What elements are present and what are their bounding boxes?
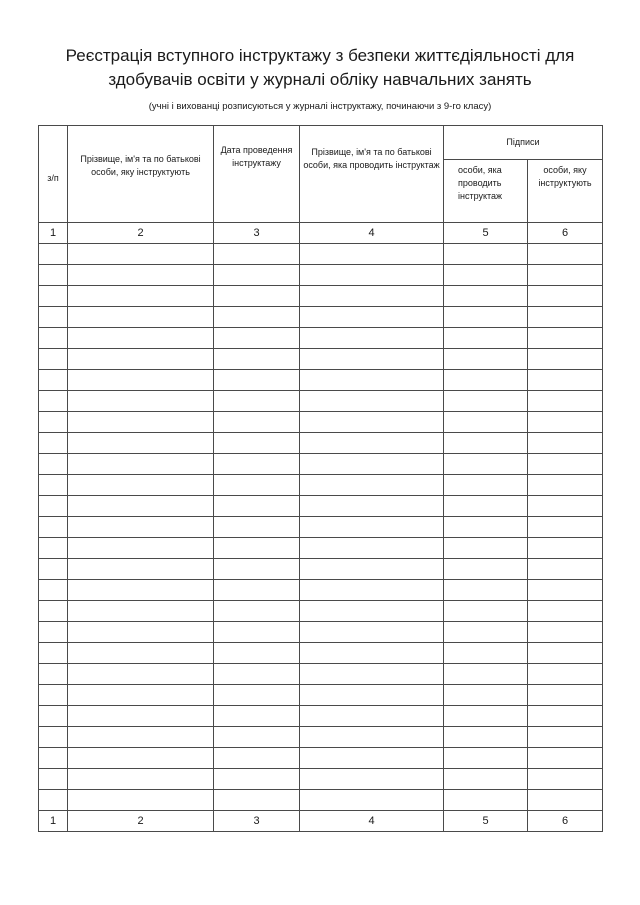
column-number: 2 xyxy=(68,223,214,244)
table-cell xyxy=(39,307,68,328)
table-cell xyxy=(68,307,214,328)
header-instructor-name: Прізвище, ім'я та по батькові особи, яка проводить інструктаж xyxy=(300,126,444,223)
table-cell xyxy=(214,643,300,664)
table-cell xyxy=(528,454,603,475)
table-row xyxy=(39,307,603,328)
table-cell xyxy=(528,748,603,769)
table-cell xyxy=(528,475,603,496)
table-cell xyxy=(528,559,603,580)
table-cell xyxy=(300,517,444,538)
table-cell xyxy=(214,685,300,706)
table-cell xyxy=(214,580,300,601)
table-cell xyxy=(39,454,68,475)
table-cell xyxy=(444,412,528,433)
table-cell xyxy=(68,517,214,538)
table-row xyxy=(39,580,603,601)
instruction-register-table xyxy=(38,125,603,832)
table-cell xyxy=(300,790,444,811)
table-cell xyxy=(300,433,444,454)
table-cell xyxy=(68,475,214,496)
table-row xyxy=(39,244,603,265)
table-cell xyxy=(39,475,68,496)
table-cell xyxy=(39,349,68,370)
table-cell xyxy=(528,349,603,370)
table-cell xyxy=(300,244,444,265)
table-cell xyxy=(300,454,444,475)
table-cell xyxy=(214,517,300,538)
table-cell xyxy=(68,538,214,559)
table-cell xyxy=(528,727,603,748)
table-cell xyxy=(300,391,444,412)
table-cell xyxy=(39,790,68,811)
table-cell xyxy=(214,622,300,643)
table-row xyxy=(39,664,603,685)
column-number: 2 xyxy=(68,811,214,832)
table-cell xyxy=(214,664,300,685)
title-line-2: здобувачів освіти у журналі обліку навчальних занять xyxy=(108,70,532,89)
table-cell xyxy=(300,748,444,769)
table-cell xyxy=(528,685,603,706)
table-cell xyxy=(444,664,528,685)
table-cell xyxy=(214,496,300,517)
table-cell xyxy=(528,328,603,349)
table-cell xyxy=(214,706,300,727)
table-cell xyxy=(528,664,603,685)
table-row xyxy=(39,622,603,643)
table-cell xyxy=(528,622,603,643)
table-row xyxy=(39,517,603,538)
table-cell xyxy=(300,601,444,622)
header-instructed-signature: особи, яку інструктують xyxy=(528,160,603,223)
table-cell xyxy=(68,622,214,643)
table-row xyxy=(39,370,603,391)
table-cell xyxy=(68,706,214,727)
table-cell xyxy=(528,496,603,517)
table-cell xyxy=(300,643,444,664)
column-number: 1 xyxy=(39,811,68,832)
table-row xyxy=(39,748,603,769)
table-cell xyxy=(214,391,300,412)
table-cell xyxy=(68,748,214,769)
table-cell xyxy=(528,601,603,622)
table-cell xyxy=(444,580,528,601)
table-cell xyxy=(444,727,528,748)
table-cell xyxy=(444,475,528,496)
table-cell xyxy=(39,601,68,622)
table-cell xyxy=(214,538,300,559)
table-cell xyxy=(444,244,528,265)
table-cell xyxy=(68,643,214,664)
table-cell xyxy=(39,559,68,580)
table-cell xyxy=(528,370,603,391)
table-cell xyxy=(444,769,528,790)
table-row xyxy=(39,496,603,517)
table-cell xyxy=(300,307,444,328)
table-row xyxy=(39,412,603,433)
document-subtitle: (учні і вихованці розписуються у журналі інструктажу, починаючи з 9-го класу) xyxy=(148,101,492,112)
table-row xyxy=(39,433,603,454)
header-instructor-signature: особи, яка проводить інструктаж xyxy=(444,160,528,223)
table-cell xyxy=(528,790,603,811)
table-cell xyxy=(214,265,300,286)
table-cell xyxy=(300,412,444,433)
table-cell xyxy=(214,307,300,328)
table-cell xyxy=(214,790,300,811)
table-cell xyxy=(68,454,214,475)
document-title xyxy=(40,44,600,92)
table-cell xyxy=(528,391,603,412)
table-cell xyxy=(528,769,603,790)
header-row-number: з/п xyxy=(39,126,68,223)
table-cell xyxy=(39,328,68,349)
table-cell xyxy=(214,727,300,748)
table-cell xyxy=(68,349,214,370)
table-cell xyxy=(68,328,214,349)
table-cell xyxy=(39,727,68,748)
table-cell xyxy=(528,538,603,559)
table-cell xyxy=(444,685,528,706)
table-cell xyxy=(214,286,300,307)
column-number: 5 xyxy=(444,811,528,832)
table-cell xyxy=(39,433,68,454)
table-cell xyxy=(300,349,444,370)
table-row xyxy=(39,328,603,349)
table-cell xyxy=(214,244,300,265)
table-cell xyxy=(39,538,68,559)
table-cell xyxy=(214,412,300,433)
table-row xyxy=(39,538,603,559)
table-cell xyxy=(528,580,603,601)
table-cell xyxy=(214,328,300,349)
table-cell xyxy=(528,307,603,328)
table-cell xyxy=(68,370,214,391)
table-cell xyxy=(300,496,444,517)
table-cell xyxy=(444,559,528,580)
table-cell xyxy=(444,706,528,727)
table-cell xyxy=(444,349,528,370)
table-cell xyxy=(68,580,214,601)
table-row xyxy=(39,559,603,580)
column-number: 6 xyxy=(528,811,603,832)
table-row xyxy=(39,706,603,727)
table-cell xyxy=(39,664,68,685)
table-cell xyxy=(68,286,214,307)
table-cell xyxy=(214,559,300,580)
table-cell xyxy=(300,622,444,643)
table-cell xyxy=(444,370,528,391)
table-row xyxy=(39,790,603,811)
column-number: 4 xyxy=(300,811,444,832)
table-cell xyxy=(214,601,300,622)
column-number-row xyxy=(39,223,603,244)
table-row xyxy=(39,685,603,706)
table-cell xyxy=(39,286,68,307)
table-cell xyxy=(444,748,528,769)
table-cell xyxy=(68,559,214,580)
table-cell xyxy=(300,685,444,706)
table-row xyxy=(39,643,603,664)
table-cell xyxy=(300,706,444,727)
table-cell xyxy=(300,559,444,580)
table-row xyxy=(39,454,603,475)
table-cell xyxy=(300,664,444,685)
table-cell xyxy=(528,433,603,454)
header-signatures: Підписи xyxy=(444,126,603,160)
table-cell xyxy=(214,370,300,391)
table-cell xyxy=(444,790,528,811)
table-cell xyxy=(444,643,528,664)
table-cell xyxy=(528,244,603,265)
table-cell xyxy=(300,538,444,559)
table-cell xyxy=(444,265,528,286)
column-number: 5 xyxy=(444,223,528,244)
table-cell xyxy=(39,496,68,517)
table-cell xyxy=(300,769,444,790)
table-cell xyxy=(300,475,444,496)
column-number: 6 xyxy=(528,223,603,244)
table-cell xyxy=(214,349,300,370)
table-cell xyxy=(39,706,68,727)
table-cell xyxy=(300,265,444,286)
table-cell xyxy=(68,412,214,433)
table-row xyxy=(39,601,603,622)
table-cell xyxy=(39,244,68,265)
table-cell xyxy=(444,433,528,454)
table-cell xyxy=(300,727,444,748)
column-number: 3 xyxy=(214,811,300,832)
column-number-row-footer xyxy=(39,811,603,832)
table-cell xyxy=(214,475,300,496)
table-cell xyxy=(444,517,528,538)
table-cell xyxy=(39,265,68,286)
table-cell xyxy=(68,769,214,790)
table-cell xyxy=(214,769,300,790)
title-line-1: Реєстрація вступного інструктажу з безпеки життєдіяльності для xyxy=(65,46,575,65)
table-cell xyxy=(39,685,68,706)
table-cell xyxy=(300,286,444,307)
table-cell xyxy=(214,748,300,769)
table-cell xyxy=(68,496,214,517)
table-cell xyxy=(39,769,68,790)
table-cell xyxy=(300,328,444,349)
table-cell xyxy=(68,433,214,454)
table-cell xyxy=(214,454,300,475)
table-row xyxy=(39,286,603,307)
table-cell xyxy=(528,286,603,307)
table-cell xyxy=(528,706,603,727)
table-cell xyxy=(68,727,214,748)
table-cell xyxy=(444,496,528,517)
table-cell xyxy=(444,307,528,328)
table-row xyxy=(39,265,603,286)
column-number: 3 xyxy=(214,223,300,244)
table-cell xyxy=(528,643,603,664)
table-cell xyxy=(300,370,444,391)
table-cell xyxy=(68,685,214,706)
table-row xyxy=(39,475,603,496)
table-cell xyxy=(68,391,214,412)
table-cell xyxy=(39,517,68,538)
table-cell xyxy=(444,391,528,412)
table-cell xyxy=(68,790,214,811)
table-cell xyxy=(444,622,528,643)
table-cell xyxy=(444,454,528,475)
table-cell xyxy=(39,580,68,601)
table-row xyxy=(39,769,603,790)
table-cell xyxy=(39,622,68,643)
column-number: 4 xyxy=(300,223,444,244)
table-cell xyxy=(444,538,528,559)
table-cell xyxy=(39,412,68,433)
table-cell xyxy=(39,748,68,769)
table-cell xyxy=(39,370,68,391)
table-cell xyxy=(68,601,214,622)
table-cell xyxy=(444,601,528,622)
table-cell xyxy=(528,412,603,433)
table-row xyxy=(39,391,603,412)
table-cell xyxy=(528,265,603,286)
header-instruction-date: Дата проведення інструктажу xyxy=(214,126,300,223)
table-cell xyxy=(68,265,214,286)
table-cell xyxy=(68,244,214,265)
table-cell xyxy=(300,580,444,601)
header-instructed-name: Прізвище, ім'я та по батькові особи, яку інструктують xyxy=(68,126,214,223)
table-cell xyxy=(444,286,528,307)
table-cell xyxy=(528,517,603,538)
table-cell xyxy=(214,433,300,454)
table-cell xyxy=(444,328,528,349)
table-row xyxy=(39,727,603,748)
column-number: 1 xyxy=(39,223,68,244)
table-row xyxy=(39,349,603,370)
table-cell xyxy=(68,664,214,685)
table-cell xyxy=(39,391,68,412)
table-cell xyxy=(39,643,68,664)
